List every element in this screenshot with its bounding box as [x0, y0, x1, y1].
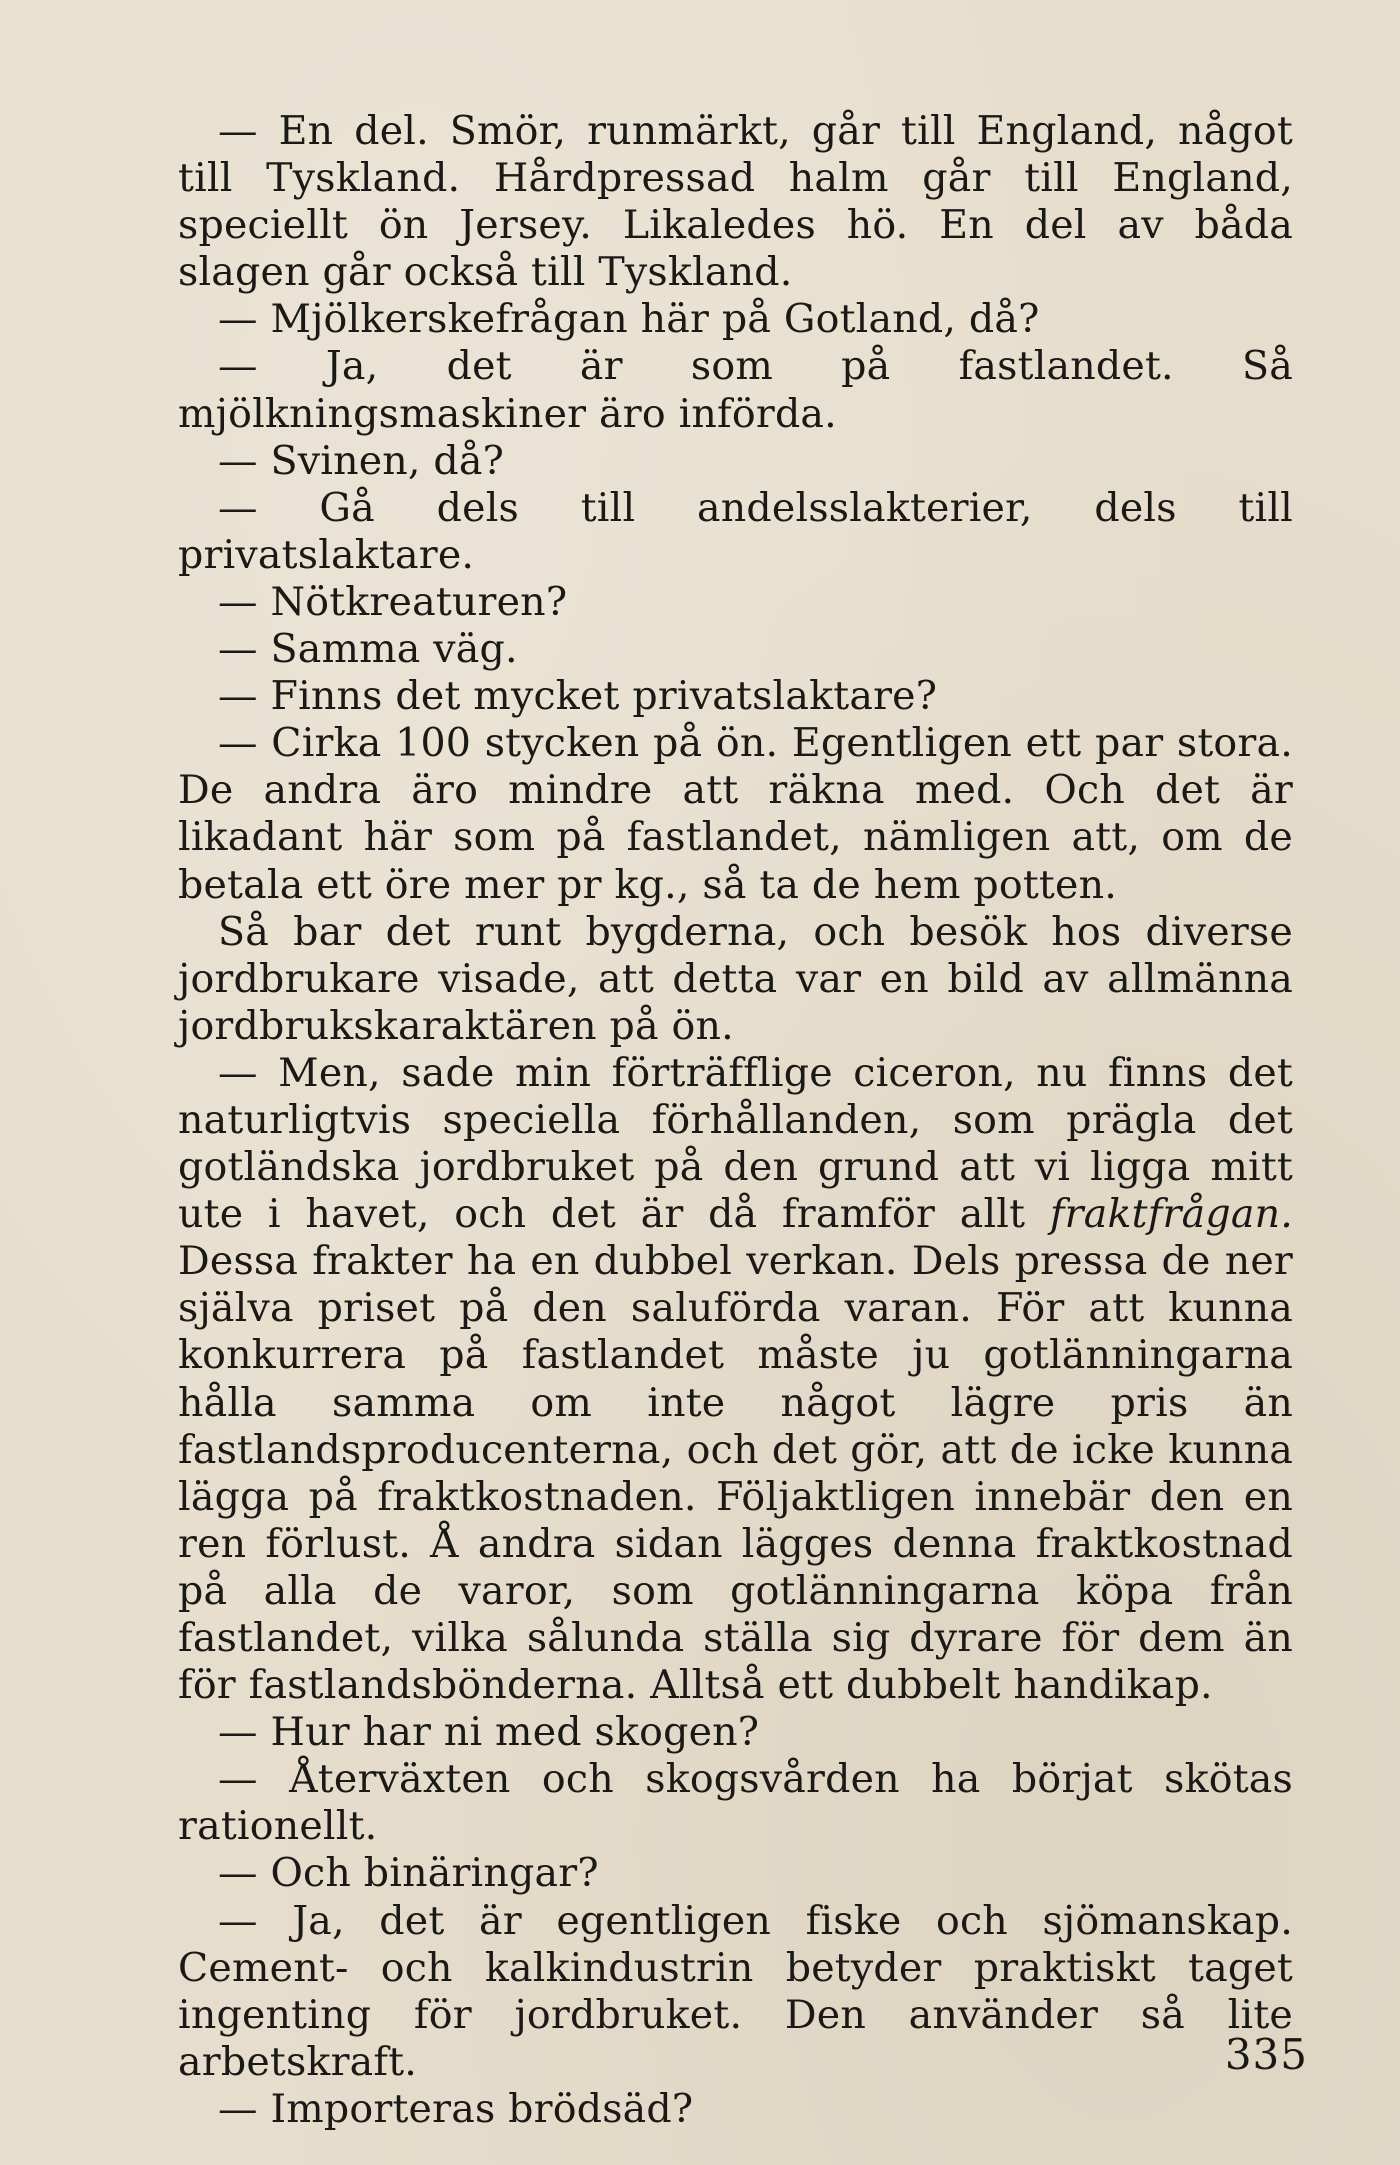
page-number: 335 — [1224, 2030, 1308, 2079]
paragraph: — Återväxten och skogsvården ha börjat skötas rationellt. — [178, 1756, 1293, 1850]
paragraph: Så bar det runt bygderna, och besök hos diverse jordbrukare visade, att detta var en bild av allmänna jordbrukskaraktären på ön. — [178, 908, 1293, 1049]
paragraph: — Ja, det är egentligen fiske och sjömanskap. Cement- och kalkindustrin betyder praktiskt taget ingenting för jordbruket. Den använder så lite arbetskraft. — [178, 1897, 1293, 2085]
paragraph-text: — Men, sade min förträfflige ciceron, nu finns det naturligtvis speciella förhållanden, som prägla det gotländska jordbruket på den grund att vi ligga mitt ute i havet, och det är då framför allt — [178, 1049, 1293, 1238]
paragraph: — Gå dels till andelsslakterier, dels till privatslaktare. — [178, 484, 1293, 578]
emphasized-term: fraktfrågan. — [1049, 1191, 1293, 1238]
paragraph: — Och binäringar? — [218, 1850, 599, 1897]
paragraph: — Samma väg. — [218, 626, 518, 673]
paragraph: — Cirka 100 stycken på ön. Egentligen ett par stora. De andra äro mindre att räkna med. Och det är likadant här som på fastlandet, nämligen att, om de betala ett öre mer pr kg., så ta de hem potten. — [178, 720, 1293, 908]
paragraph: — Importeras brödsäd? — [218, 2085, 694, 2132]
paragraph: — En del. Smör, runmärkt, går till England, något till Tyskland. Hårdpressad halm går till England, speciellt ön Jersey. Likaledes hö. En del av båda slagen går också till Tyskland. — [178, 108, 1293, 296]
paragraph — [178, 1050, 1293, 1709]
paragraph: — Ja, det är som på fastlandet. Så mjölkningsmaskiner äro införda. — [178, 343, 1293, 437]
paragraph: — Hur har ni med skogen? — [218, 1709, 760, 1756]
paragraph: — Svinen, då? — [218, 437, 505, 484]
paragraph: — Nötkreaturen? — [218, 578, 568, 625]
body-text — [178, 108, 1293, 2133]
paragraph: — Finns det mycket privatslaktare? — [218, 673, 938, 720]
paragraph-text: Dessa frakter ha en dubbel verkan. Dels pressa de ner själva priset på den saluförda varan. För att kunna konkurrera på fastlandet måste ju gotlänningarna hålla samma om inte något lägre pris än fastlandsproducenterna, och det gör, att de icke kunna lägga på fraktkostnaden. Följaktligen innebär den en ren förlust. Å andra sidan lägges denna fraktkostnad på alla de varor, som gotlänningarna köpa från fastlandet, vilka sålunda ställa sig dyrare för dem än för fastlandsbönderna. Alltså ett dubbelt handikap. — [178, 1238, 1293, 1709]
paragraph: — Mjölkerskefrågan här på Gotland, då? — [218, 296, 1040, 343]
